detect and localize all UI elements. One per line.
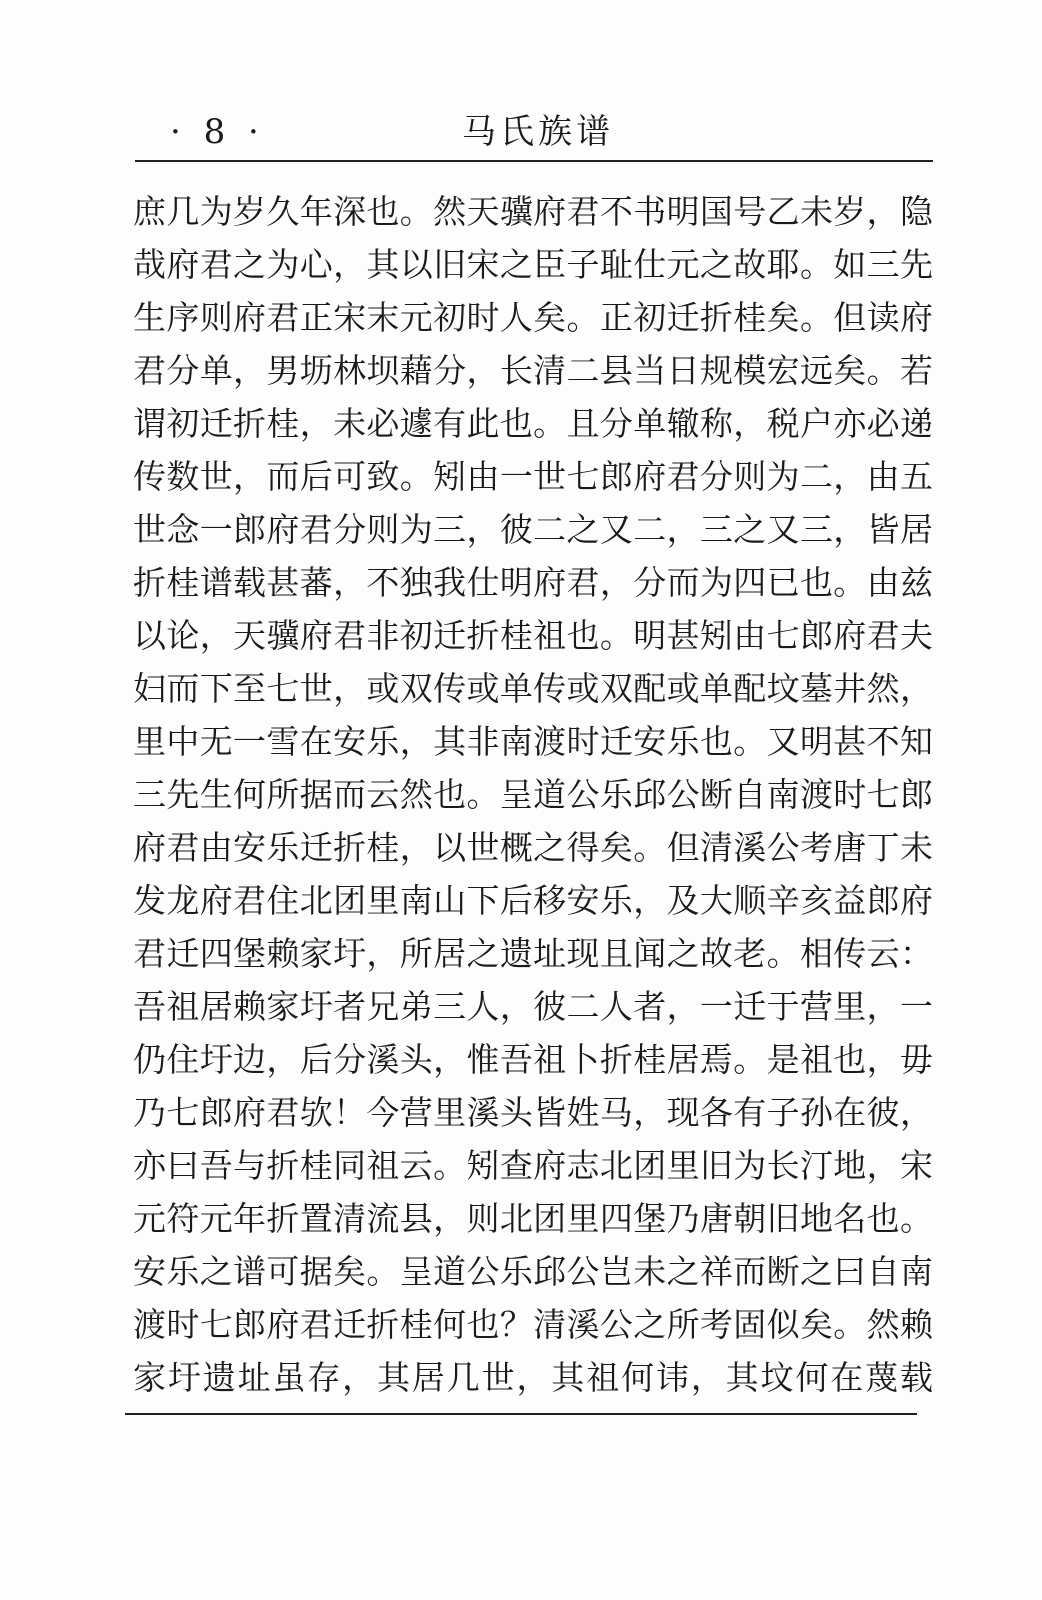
text-line: 家圩遗址虽存，其居几世，其祖何讳，其坟何在蔑载 xyxy=(133,1358,933,1397)
text-line: 谓初迁折桂，未必遽有此也。且分单辙称，税户亦必递 xyxy=(133,404,933,443)
running-head-title: 马氏族谱 xyxy=(462,112,614,152)
text-line: 府君由安乐迁折桂，以世概之得矣。但清溪公考唐丁未 xyxy=(133,828,933,867)
text-line: 吾祖居赖家圩者兄弟三人，彼二人者，一迁于营里，一 xyxy=(133,987,933,1026)
text-line: 发龙府君住北团里南山下后移安乐，及大顺辛亥益郎府 xyxy=(133,881,933,920)
text-line: 妇而下至七世，或双传或单传或双配或单配坟墓井然， xyxy=(133,669,933,708)
page-number: · 8 · xyxy=(170,112,265,152)
body-text xyxy=(133,185,933,1404)
footer-rule xyxy=(125,1413,917,1415)
text-line: 以论，天骥府君非初迁折桂祖也。明甚矧由七郎府君夫 xyxy=(133,616,933,655)
text-line: 折桂谱载甚蕃，不独我仕明府君，分而为四已也。由兹 xyxy=(133,563,933,602)
text-line: 君分单，男坜林坝藉分，长清二县当日规模宏远矣。若 xyxy=(133,351,933,390)
text-line: 仍住圩边，后分溪头，惟吾祖卜折桂居焉。是祖也，毋 xyxy=(133,1040,933,1079)
text-line: 世念一郎府君分则为三，彼二之又二，三之又三，皆居 xyxy=(133,510,933,549)
text-line: 三先生何所据而云然也。呈道公乐邱公断自南渡时七郎 xyxy=(133,775,933,814)
text-line: 里中无一雪在安乐，其非南渡时迁安乐也。又明甚不知 xyxy=(133,722,933,761)
text-line: 哉府君之为心，其以旧宋之臣子耻仕元之故耶。如三先 xyxy=(133,245,933,284)
text-line: 传数世，而后可致。矧由一世七郎府君分则为二，由五 xyxy=(133,457,933,496)
header-rule xyxy=(135,160,933,162)
text-line: 君迁四堡赖家圩，所居之遗址现且闻之故老。相传云： xyxy=(133,934,933,973)
text-line: 安乐之谱可据矣。呈道公乐邱公岂未之祥而断之曰自南 xyxy=(133,1252,933,1291)
text-line: 生序则府君正宋末元初时人矣。正初迁折桂矣。但读府 xyxy=(133,298,933,337)
text-line: 乃七郎府君欤！今营里溪头皆姓马，现各有子孙在彼， xyxy=(133,1093,933,1132)
text-line: 庶几为岁久年深也。然天骥府君不书明国号乙未岁，隐 xyxy=(133,192,933,231)
text-line: 渡时七郎府君迁折桂何也？清溪公之所考固似矣。然赖 xyxy=(133,1305,933,1344)
text-line: 亦曰吾与折桂同祖云。矧查府志北团里旧为长汀地，宋 xyxy=(133,1146,933,1185)
text-line: 元符元年折置清流县，则北团里四堡乃唐朝旧地名也。 xyxy=(133,1199,933,1238)
